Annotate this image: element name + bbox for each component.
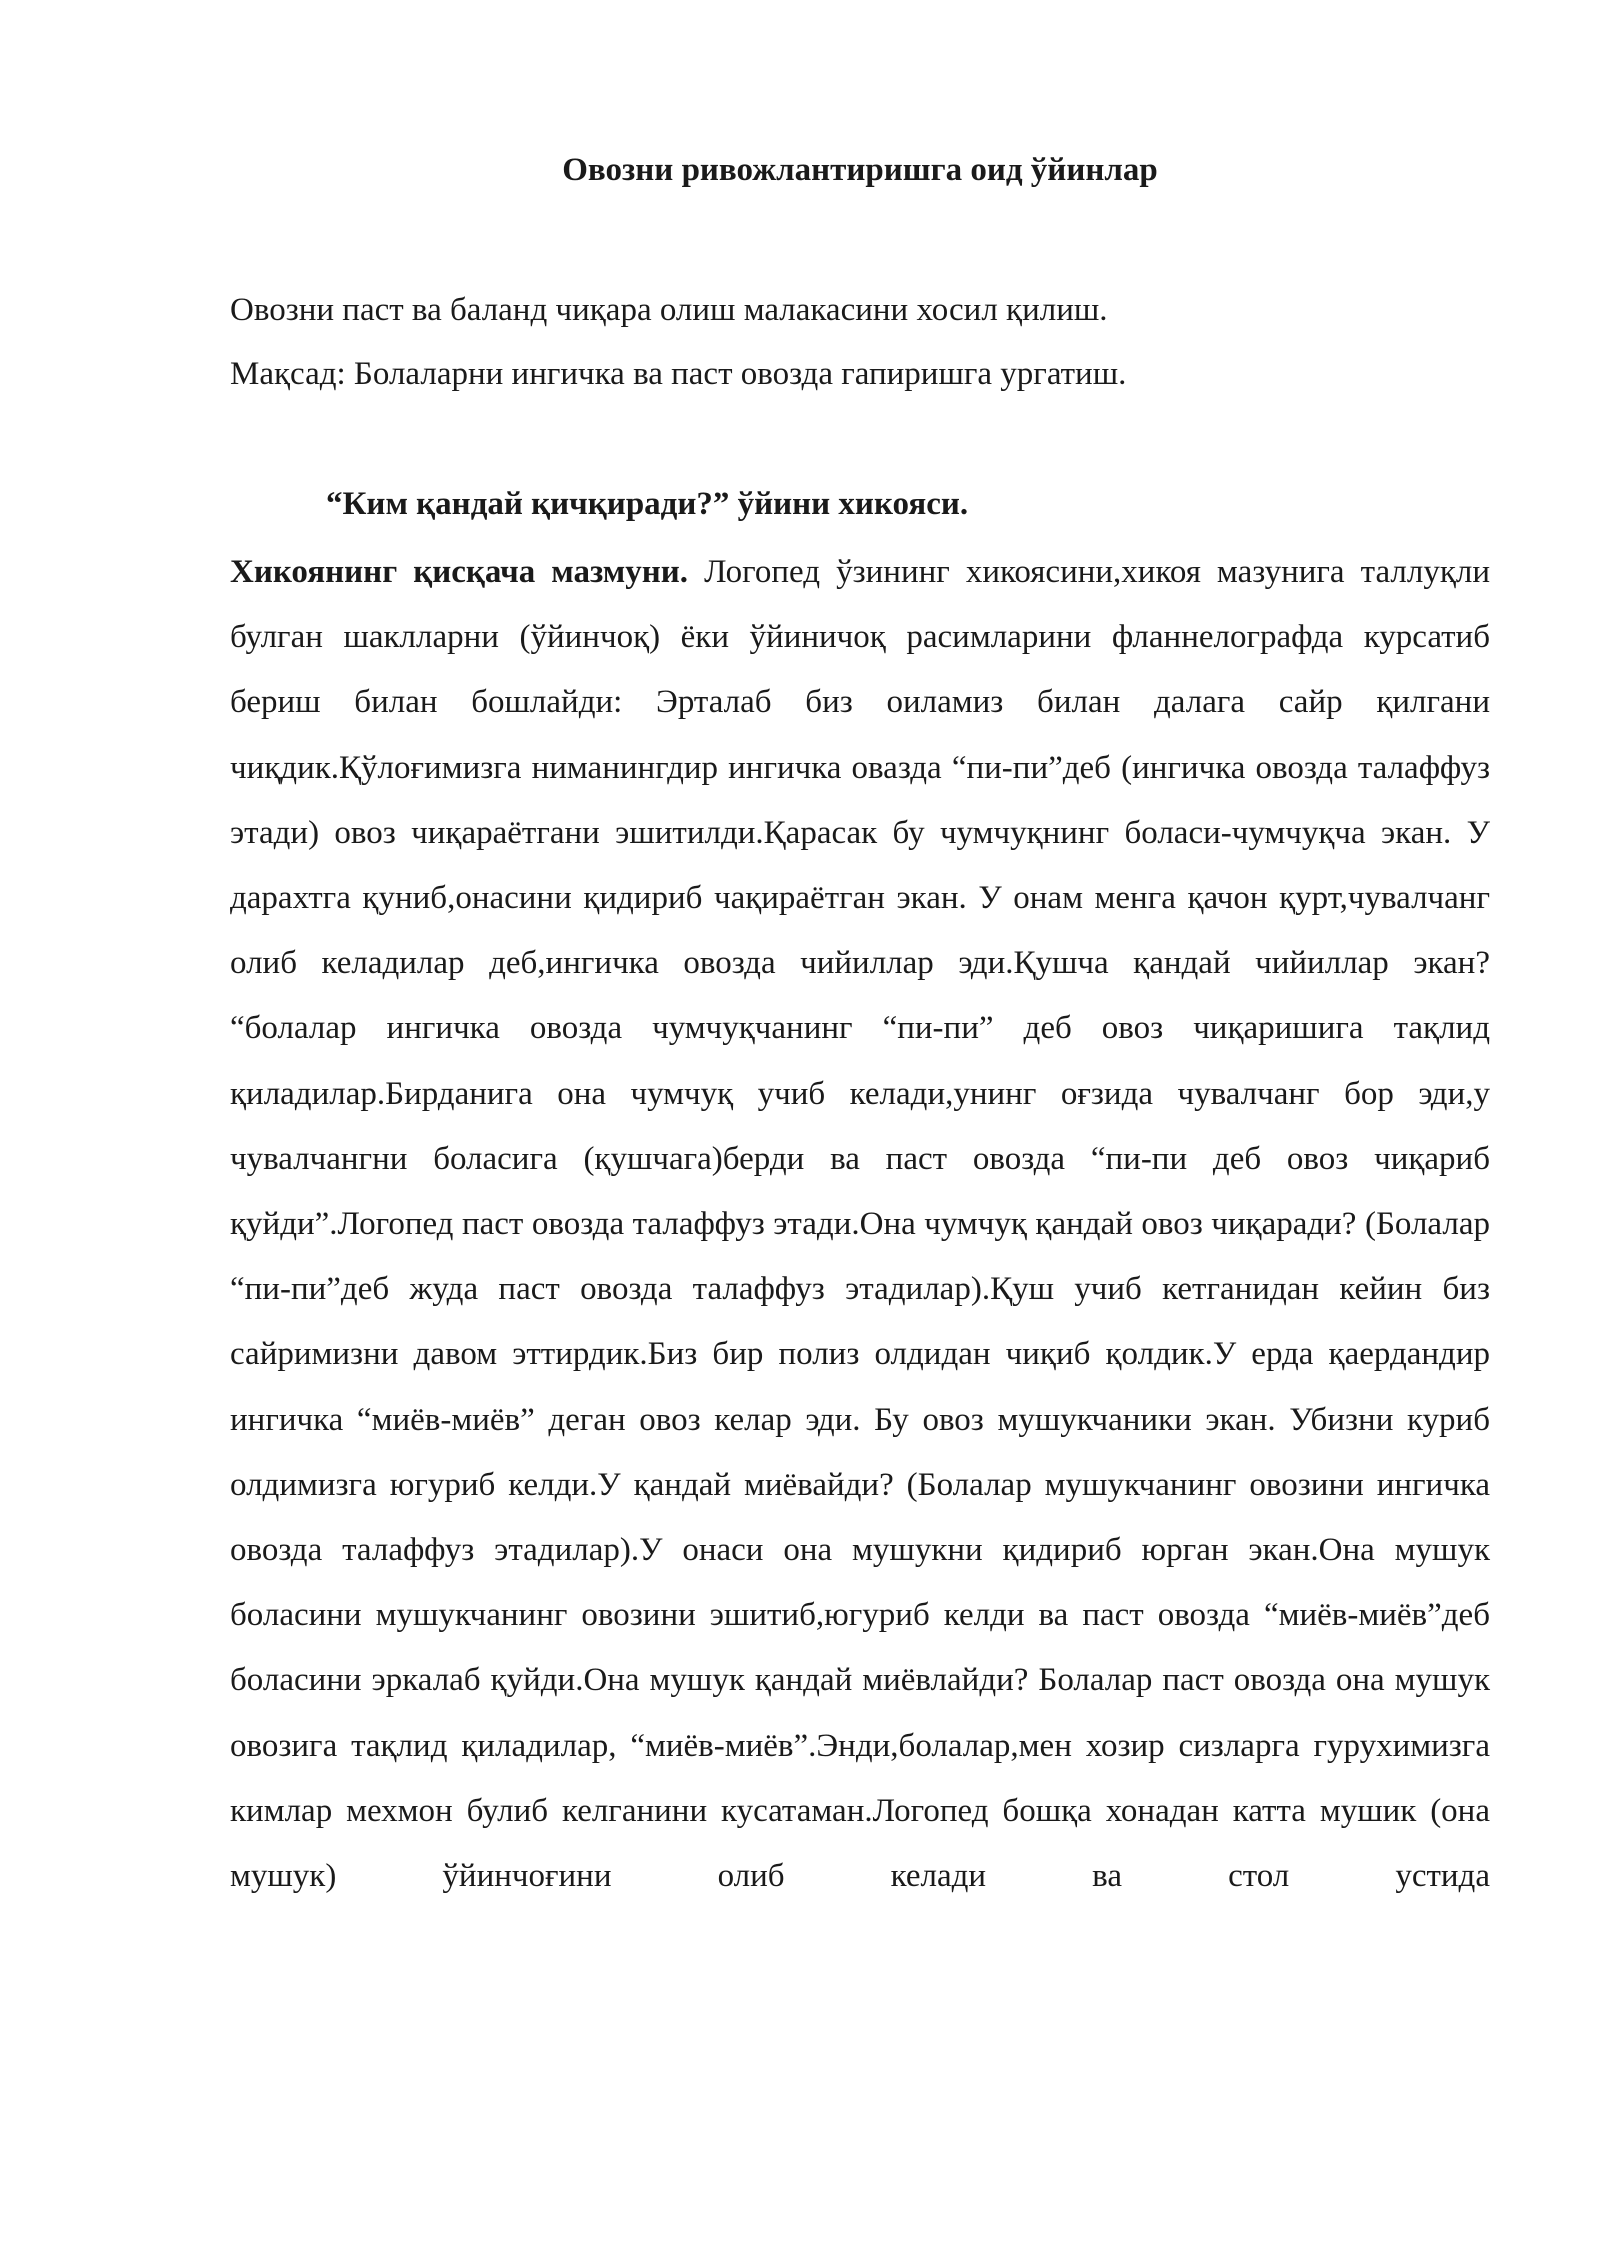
story-title: “Ким қандай қичқиради?” ўйини хикояси. — [326, 486, 969, 522]
document-title: Овозни ривожлантиришга оид ўйинлар — [562, 152, 1158, 188]
summary-heading: Хикоянинг қисқача мазмуни. — [230, 554, 689, 590]
goal-line: Мақсад: Болаларни ингичка ва паст овозда гапиришга ургатиш. — [230, 356, 1127, 392]
story-body — [230, 540, 1490, 1909]
summary-text: Логопед ўзининг хикоясини,хикоя мазунига таллуқли булган шаклларни (ўйинчоқ) ёки ўйиничоқ расимларини фланнелографда курсатиб бериш билан бошлайди: Эрталаб биз оиламиз билан далага сайр қилгани чиқдик.Қўлоғимизга ниманингдир ингичка овазда “пи-пи”деб (ингичка овозда талаффуз этади) овоз чиқараётгани эшитилди.Қарасак бу чумчуқнинг боласи-чумчуқча экан. У дарахтга қуниб,онасини қидириб чақираётган экан. У онам менга қачон қурт,чувалчанг олиб келадилар деб,ингичка овозда чийиллар эди.Қушча қандай чийиллар экан? “болалар ингичка овозда чумчуқчанинг “пи-пи” деб овоз чиқаришига тақлид қиладилар.Бирданига она чумчуқ учиб келади,унинг оғзида чувалчанг бор эди,у чувалчангни боласига (қушчага)берди ва паст овозда “пи-пи деб овоз чиқариб қуйди”.Логопед паст овозда талаффуз этади.Она чумчуқ қандай овоз чиқаради? (Болалар “пи-пи”деб жуда паст овозда талаффуз этадилар).Қуш учиб кетганидан кейин биз сайримизни давом эттирдик.Биз бир полиз олдидан чиқиб қолдик.У ерда қаердандир ингичка “миёв-миёв” деган овоз келар эди. Бу овоз мушукчаники экан. Убизни куриб олдимизга югуриб келди.У қандай миёвайди? (Болалар мушукчанинг овозини ингичка овозда талаффуз этадилар).У онаси она мушукни қидириб юрган экан.Она мушук боласини мушукчанинг овозини эшитиб,югуриб келди ва паст овозда “миёв-миёв”деб боласини эркалаб қуйди.Она мушук қандай миёвлайди? Болалар паст овозда она мушук овозига тақлид қиладилар, “миёв-миёв”.Энди,болалар,мен хозир сизларга гурухимизга кимлар мехмон булиб келганини кусатаман.Логопед бошқа хонадан катта мушик (она мушук) ўйинчоғини олиб келади ва стол устида — [230, 554, 1490, 1895]
subtitle-line: Овозни паст ва баланд чиқара олиш малакасини хосил қилиш. — [230, 292, 1108, 328]
